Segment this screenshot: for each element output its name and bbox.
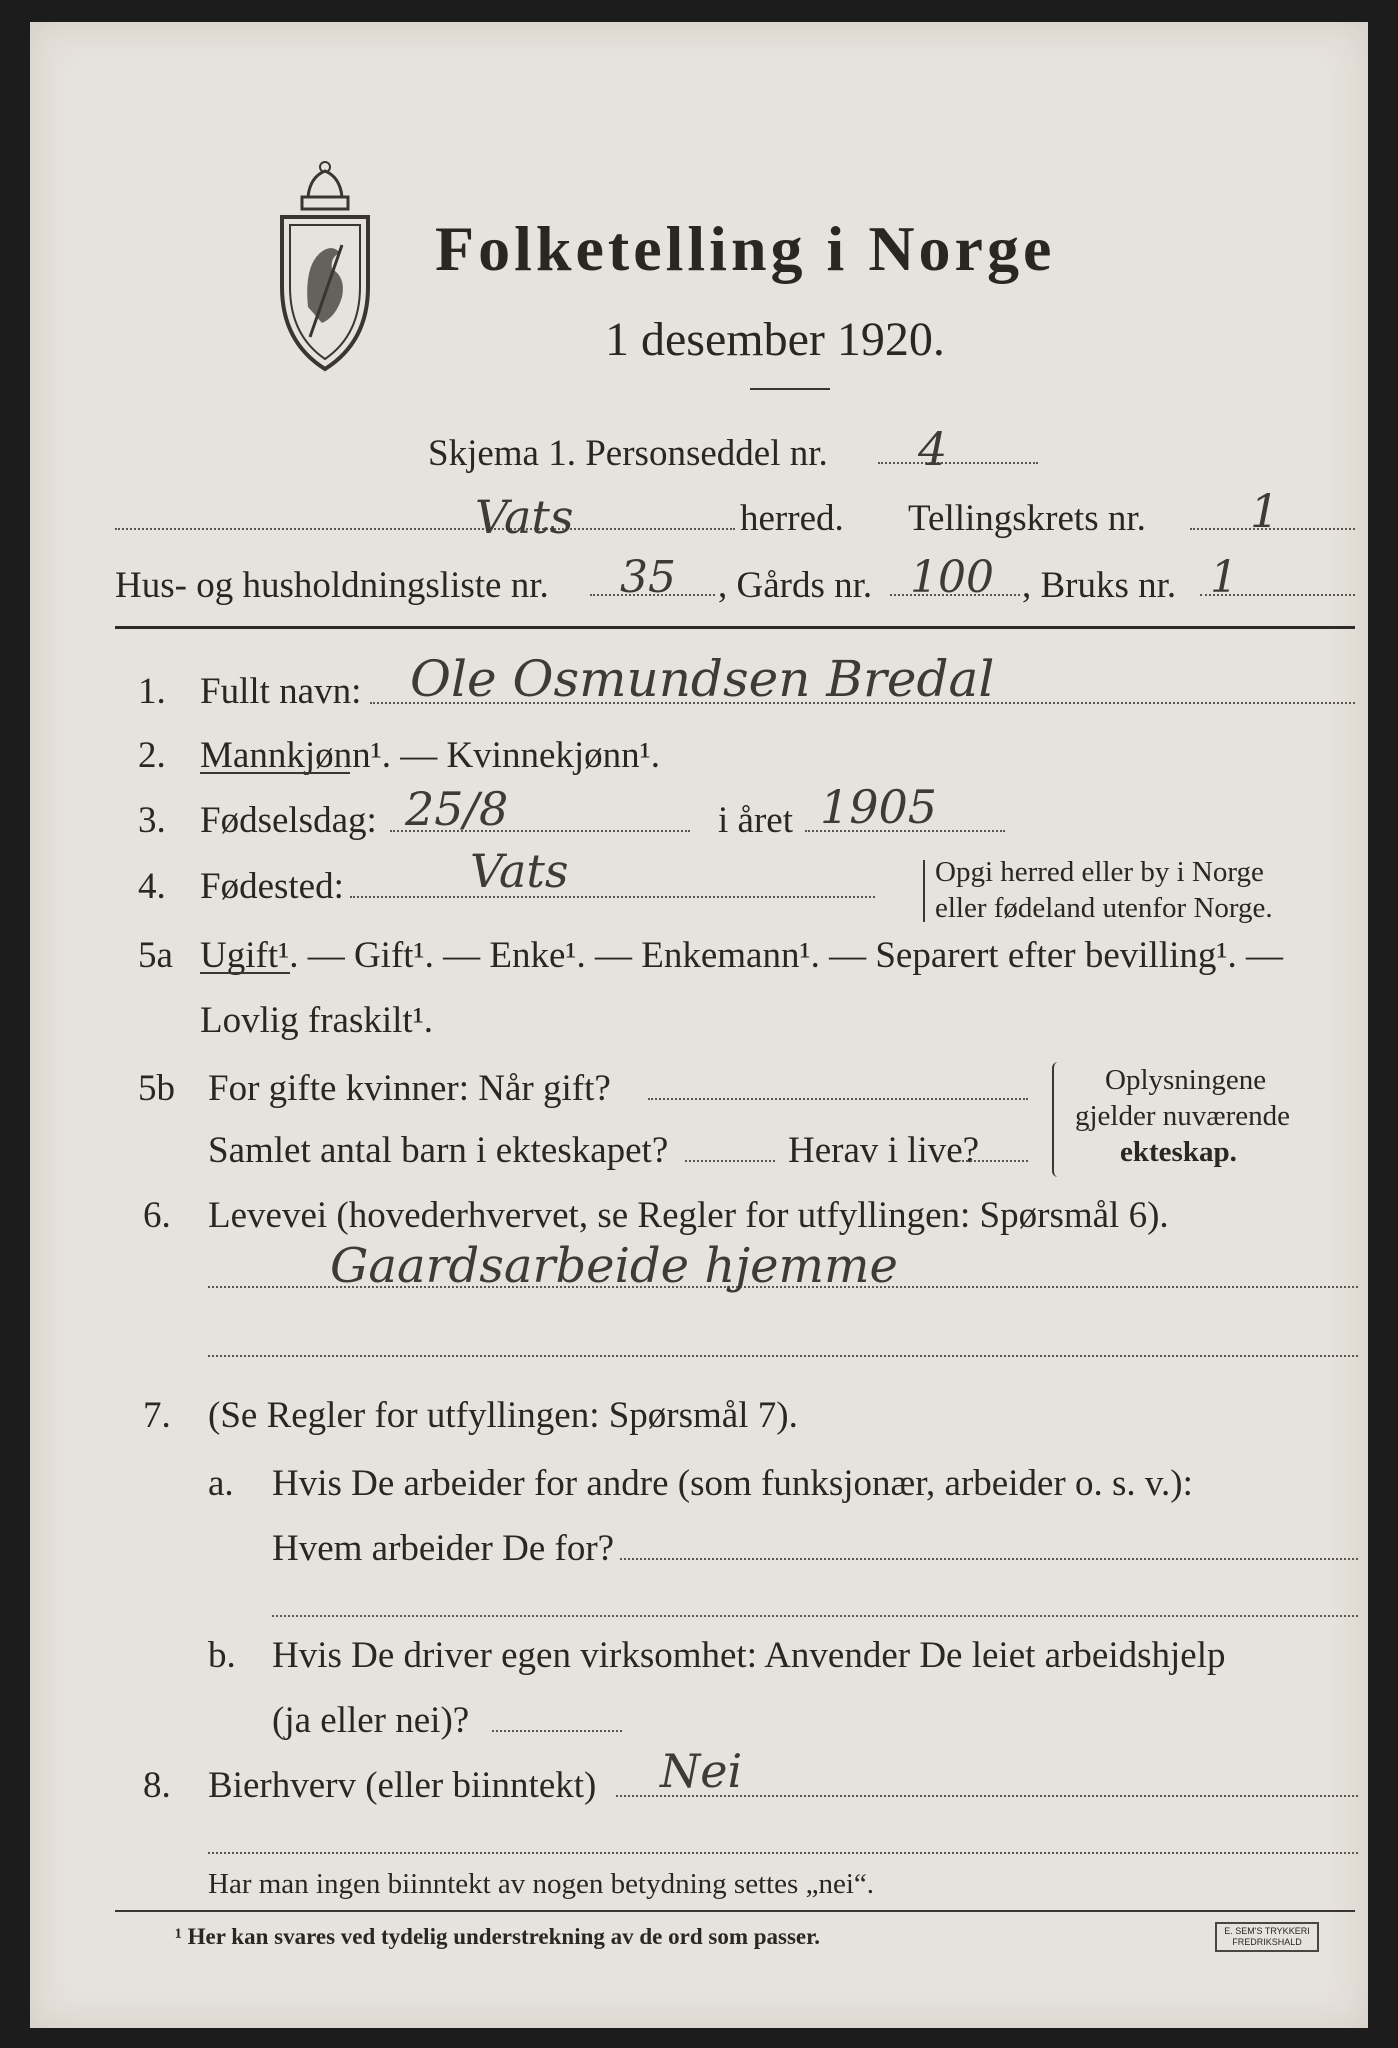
census-date: 1 desember 1920. <box>605 313 945 366</box>
marital-options-line2: Lovlig fraskilt¹. <box>200 1000 434 1041</box>
q6-line2 <box>208 1355 1358 1357</box>
year-label: i året <box>718 800 793 841</box>
gards-value[interactable]: 100 <box>910 552 994 603</box>
secondary-income-value[interactable]: Nei <box>660 1744 743 1798</box>
q8-note: Har man ingen biinntekt av nogen betydning settes „nei“. <box>208 1868 875 1900</box>
marriage-note-brace <box>1052 1062 1062 1177</box>
q8-label: Bierhverv (eller biinntekt) <box>208 1765 597 1806</box>
birthplace-note-line2: eller fødeland utenfor Norge. <box>935 892 1273 924</box>
q7a-line1: Hvis De arbeider for andre (som funksjonær, arbeider o. s. v.): <box>272 1463 1193 1504</box>
q7-label: (Se Regler for utfyllingen: Spørsmål 7). <box>208 1395 798 1436</box>
bruks-value[interactable]: 1 <box>1210 552 1238 603</box>
q4-number: 4. <box>138 866 166 907</box>
occupation-value[interactable]: Gaardsarbeide hjemme <box>330 1238 898 1294</box>
q4-line <box>350 896 875 898</box>
q5b-number: 5b <box>138 1068 175 1109</box>
husholdningsliste-label: Hus- og husholdningsliste nr. <box>115 565 549 606</box>
q5a-number: 5a <box>138 935 173 976</box>
personseddel-nr-value[interactable]: 4 <box>918 422 948 476</box>
q1-label: Fullt navn: <box>200 671 362 712</box>
q2-number: 2. <box>138 735 166 776</box>
birth-year-value[interactable]: 1905 <box>820 780 938 834</box>
ugift-underline <box>200 972 290 974</box>
q6-label: Levevei (hovederhvervet, se Regler for utfyllingen: Spørsmål 6). <box>208 1195 1169 1236</box>
bruks-label: , Bruks nr. <box>1022 565 1177 606</box>
skjema-label: Skjema 1. Personseddel nr. <box>428 433 828 474</box>
q6-number: 6. <box>143 1195 171 1236</box>
sex-options: Mannkjønn¹. — Kvinnekjønn¹. <box>200 735 660 776</box>
q7a-answer-line2 <box>272 1615 1358 1617</box>
title-divider <box>750 388 830 390</box>
q7b-answer-line <box>492 1730 622 1732</box>
q7a-letter: a. <box>208 1463 234 1504</box>
marriage-note-line1: Oplysningene <box>1105 1064 1267 1096</box>
form-title: Folketelling i Norge <box>435 213 1056 284</box>
q4-label: Fødested: <box>200 866 344 907</box>
q5b-alive-label: Herav i live? <box>788 1130 980 1171</box>
q8-number: 8. <box>143 1765 171 1806</box>
herred-label: herred. <box>740 498 844 539</box>
herred-value[interactable]: Vats <box>475 490 574 544</box>
birthplace-note-brace <box>923 860 928 922</box>
personseddel-line <box>878 462 1038 464</box>
husholdningsliste-value[interactable]: 35 <box>620 552 676 603</box>
q8-line2 <box>208 1852 1358 1854</box>
mannkjonn-underline <box>200 772 350 774</box>
q3-number: 3. <box>138 800 166 841</box>
q7b-line1: Hvis De driver egen virksomhet: Anvender De leiet arbeidshjelp <box>272 1635 1226 1676</box>
q7a-answer-line <box>620 1558 1358 1560</box>
footnote-divider <box>115 1910 1355 1912</box>
herred-line <box>115 528 735 530</box>
norwegian-coat-of-arms-icon <box>270 157 380 377</box>
q1-number: 1. <box>138 671 166 712</box>
q7-number: 7. <box>143 1395 171 1436</box>
census-form-page <box>30 22 1368 2028</box>
q5b-married-label: For gifte kvinner: Når gift? <box>208 1068 611 1109</box>
tellingskrets-label: Tellingskrets nr. <box>908 498 1146 539</box>
q3-label: Fødselsdag: <box>200 800 377 841</box>
q5b-married-line <box>648 1098 1028 1100</box>
q5b-children-label: Samlet antal barn i ekteskapet? <box>208 1130 669 1171</box>
header-separator <box>115 626 1355 629</box>
q7b-line2: (ja eller nei)? <box>272 1700 470 1741</box>
full-name-value[interactable]: Ole Osmundsen Bredal <box>410 650 995 708</box>
q7a-line2: Hvem arbeider De for? <box>272 1528 615 1569</box>
gards-label: , Gårds nr. <box>718 565 873 606</box>
birthplace-note-line1: Opgi herred eller by i Norge <box>935 856 1264 888</box>
q7b-letter: b. <box>208 1635 236 1676</box>
marital-options: Ugift¹. — Gift¹. — Enke¹. — Enkemann¹. — Separert efter bevilling¹. — <box>200 935 1283 976</box>
tellingskrets-value[interactable]: 1 <box>1250 484 1280 538</box>
birthplace-value[interactable]: Vats <box>470 844 569 898</box>
printer-stamp: E. SEM'S TRYKKERI FREDRIKSHALD <box>1215 1922 1319 1952</box>
birthday-value[interactable]: 25/8 <box>405 782 509 836</box>
q5b-alive-line <box>958 1160 1028 1162</box>
footnote: ¹ Her kan svares ved tydelig understrekning av de ord som passer. <box>175 1924 820 1949</box>
marriage-note-line2: gjelder nuværende <box>1075 1100 1291 1132</box>
q5b-children-line <box>685 1160 775 1162</box>
marriage-note-line3: ekteskap. <box>1120 1136 1237 1168</box>
